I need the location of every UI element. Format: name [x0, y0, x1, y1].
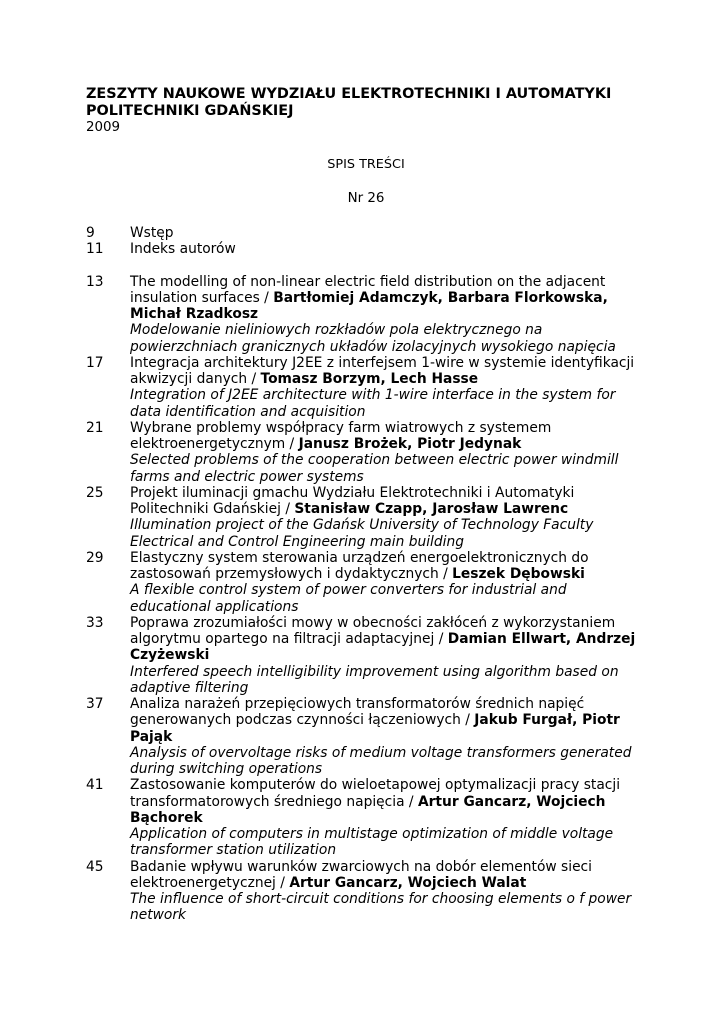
article-authors: Bartłomiej Adamczyk, Barbara Florkowska, Michał Rzadkosz	[130, 289, 608, 322]
page-number: 21	[86, 419, 104, 436]
article-translation: Application of computers in multistage optimization of middle voltage transformer station utilization	[130, 826, 614, 859]
page-number: 41	[86, 777, 104, 794]
toc-entry-article	[86, 859, 646, 924]
spacer	[86, 258, 646, 274]
article-title: The modelling of non-linear electric field distribution on the adjacent insulation surfaces /	[130, 273, 606, 306]
page-number: 29	[86, 549, 104, 566]
toc-entry-front-matter	[86, 241, 646, 257]
article-translation: Illumination project of the Gdańsk University of Technology Faculty Electrical and Control Engineering main building	[130, 517, 594, 550]
article-title: Wybrane problemy współpracy farm wiatrowych z systemem elektroenergetycznym /	[130, 419, 552, 452]
journal-title-line1: ZESZYTY NAUKOWE WYDZIAŁU ELEKTROTECHNIKI I AUTOMATYKI	[86, 86, 612, 102]
article-translation: Analysis of overvoltage risks of medium voltage transformers generated during switching operations	[130, 744, 632, 777]
article-translation: The influence of short-circuit conditions for choosing elements o f power network	[130, 891, 632, 924]
article-authors: Damian Ellwart, Andrzej Czyżewski	[130, 631, 636, 664]
article-translation: Interfered speech intelligibility improvement using algorithm based on adaptive filtering	[130, 663, 619, 696]
toc-entry-article	[86, 777, 646, 858]
article-authors: Artur Gancarz, Wojciech Walat	[289, 874, 527, 891]
section-title: SPIS TREŚCI	[327, 157, 405, 172]
issue-number: Nr 26	[347, 191, 385, 206]
toc-entry-article	[86, 550, 646, 615]
publication-year: 2009	[86, 120, 121, 135]
article-authors: Tomasz Borzym, Lech Hasse	[260, 371, 479, 387]
article-translation: Selected problems of the cooperation between electric power windmill farms and electric power systems	[130, 452, 619, 485]
journal-title-line2: POLITECHNIKI GDAŃSKIEJ	[86, 103, 294, 119]
article-title: Elastyczny system sterowania urządzeń energoelektronicznych do zastosowań przemysłowych i dydaktycznych /	[130, 549, 589, 582]
toc-entry-article	[86, 355, 646, 420]
page-number: 45	[86, 858, 104, 875]
article-authors: Leszek Dębowski	[452, 566, 585, 582]
article-authors: Stanisław Czapp, Jarosław Lawrenc	[294, 501, 569, 517]
toc-entry-front-matter	[86, 225, 646, 241]
document-page	[86, 86, 646, 924]
toc-entry-article	[86, 420, 646, 485]
table-of-contents	[86, 225, 646, 924]
article-translation: Modelowanie nieliniowych rozkładów pola elektrycznego na powierzchniach granicznych układów izolacyjnych wysokiego napięcia	[130, 322, 616, 355]
page-number: 33	[86, 614, 104, 631]
entry-label: Wstęp	[130, 225, 174, 241]
article-title: Badanie wpływu warunków zwarciowych na dobór elementów sieci elektroenergetycznej /	[130, 858, 592, 891]
article-authors: Janusz Brożek, Piotr Jedynak	[298, 436, 522, 452]
page-number: 13	[86, 273, 104, 290]
article-translation: A flexible control system of power converters for industrial and educational applications	[130, 582, 567, 615]
toc-entry-article	[86, 696, 646, 777]
toc-entry-article	[86, 485, 646, 550]
entry-label: Indeks autorów	[130, 241, 236, 258]
article-translation: Integration of J2EE architecture with 1-wire interface in the system for data identification and acquisition	[130, 387, 616, 420]
article-title: Poprawa zrozumiałości mowy w obecności zakłóceń z wykorzystaniem algorytmu opartego na filtracji adaptacyjnej /	[130, 614, 616, 647]
article-title: Projekt iluminacji gmachu Wydziału Elektrotechniki i Automatyki Politechniki Gdańskiej /	[130, 484, 575, 517]
article-title: Integracja architektury J2EE z interfejsem 1-wire w systemie identyfikacji akwizycji danych /	[130, 354, 635, 387]
article-authors: Artur Gancarz, Wojciech Bąchorek	[130, 793, 606, 826]
page-number: 9	[86, 225, 95, 241]
page-number: 11	[86, 241, 104, 258]
page-number: 37	[86, 696, 104, 712]
article-title: Zastosowanie komputerów do wieloetapowej optymalizacji pracy stacji transformatorowych średniego napięcia /	[130, 777, 621, 810]
toc-entry-article	[86, 274, 646, 355]
article-authors: Jakub Furgał, Piotr Pająk	[130, 712, 620, 745]
page-number: 25	[86, 484, 104, 501]
toc-entry-article	[86, 615, 646, 696]
article-title: Analiza narażeń przepięciowych transformatorów średnich napięć generowanych podczas czynności łączeniowych /	[130, 696, 585, 729]
page-number: 17	[86, 354, 104, 371]
